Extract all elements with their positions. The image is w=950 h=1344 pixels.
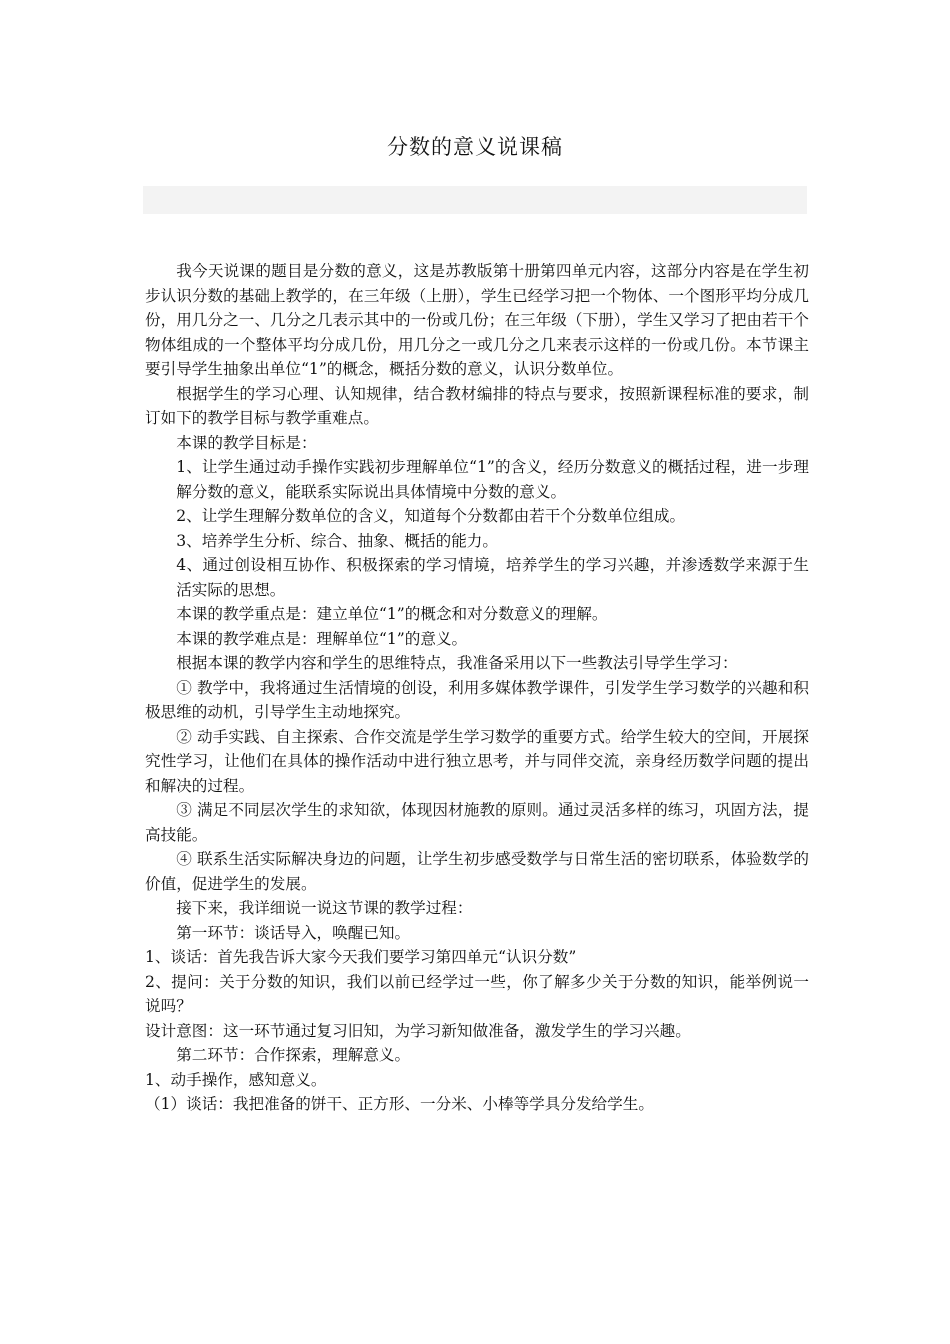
- difficulty-paragraph: 本课的教学难点是：理解单位“1”的意义。: [176, 629, 468, 648]
- objectives-heading: 本课的教学目标是：: [176, 433, 317, 452]
- method-intro-paragraph: 根据本课的教学内容和学生的思维特点，我准备采用以下一些教法引导学生学习：: [176, 654, 738, 672]
- document-title: 分数的意义说课稿: [387, 135, 563, 159]
- step-sub-item: （1）谈话：我把准备的饼干、正方形、一分米、小棒等学具分发给学生。: [145, 1095, 654, 1113]
- objective-item: 1、让学生通过动手操作实践初步理解单位“1”的含义，经历分数意义的概括过程，进一步理解分数的意义，能联系实际说出具体情境中分数的意义。: [176, 458, 809, 501]
- step-item: 2、提问：关于分数的知识，我们以前已经学过一些，你了解多少关于分数的知识，能举例说一说吗？: [145, 972, 809, 1015]
- document-body: [145, 259, 809, 1117]
- key-point-paragraph: 本课的教学重点是：建立单位“1”的概念和对分数意义的理解。: [176, 605, 608, 623]
- objective-item: 4、通过创设相互协作、积极探索的学习情境，培养学生的学习兴趣，并渗透数学来源于生活实际的思想。: [176, 556, 809, 599]
- section-heading: 第二环节：合作探索，理解意义。: [176, 1046, 411, 1064]
- header-band: [143, 186, 807, 214]
- process-intro-paragraph: 接下来，我详细说一说这节课的教学过程：: [176, 899, 473, 917]
- method-item: ① 教学中，我将通过生活情境的创设，利用多媒体教学课件，引发学生学习数学的兴趣和积极思维的动机，引导学生主动地探究。: [145, 678, 809, 721]
- section-heading: 第一环节：谈话导入，唤醒已知。: [176, 923, 411, 942]
- step-item: 1、动手操作，感知意义。: [145, 1070, 327, 1089]
- method-item: ③ 满足不同层次学生的求知欲，体现因材施教的原则。通过灵活多样的练习，巩固方法，提高技能。: [145, 801, 809, 844]
- step-item: 1、谈话：首先我告诉大家今天我们要学习第四单元“认识分数”: [145, 948, 577, 966]
- design-intent-paragraph: 设计意图：这一环节通过复习旧知，为学习新知做准备，激发学生的学习兴趣。: [145, 1021, 691, 1040]
- method-item: ④ 联系生活实际解决身边的问题，让学生初步感受数学与日常生活的密切联系，体验数学的价值，促进学生的发展。: [145, 850, 809, 893]
- objective-item: 3、培养学生分析、综合、抽象、概括的能力。: [176, 531, 498, 550]
- objective-item: 2、让学生理解分数单位的含义，知道每个分数都由若干个分数单位组成。: [176, 507, 686, 525]
- intro-paragraph: 我今天说课的题目是分数的意义，这是苏教版第十册第四单元内容，这部分内容是在学生初步认识分数的基础上教学的，在三年级（上册），学生已经学习把一个物体、一个图形平均分成几份，用几分之一、几分之几表示其中的一份或几份；在三年级（下册），学生又学习了把由若干个物体组成的一个整体平均分成几份，用几分之一或几分之几来表示这样的一份或几份。本节课主要引导学生抽象出单位“1”的概念，概括分数的意义，认识分数单位。: [145, 262, 809, 378]
- goal-basis-paragraph: 根据学生的学习心理、认知规律，结合教材编排的特点与要求，按照新课程标准的要求，制订如下的教学目标与教学重难点。: [145, 384, 809, 427]
- method-item: ② 动手实践、自主探索、合作交流是学生学习数学的重要方式。给学生较大的空间，开展探究性学习，让他们在具体的操作活动中进行独立思考，并与同伴交流，亲身经历数学问题的提出和解决的过程。: [145, 727, 809, 795]
